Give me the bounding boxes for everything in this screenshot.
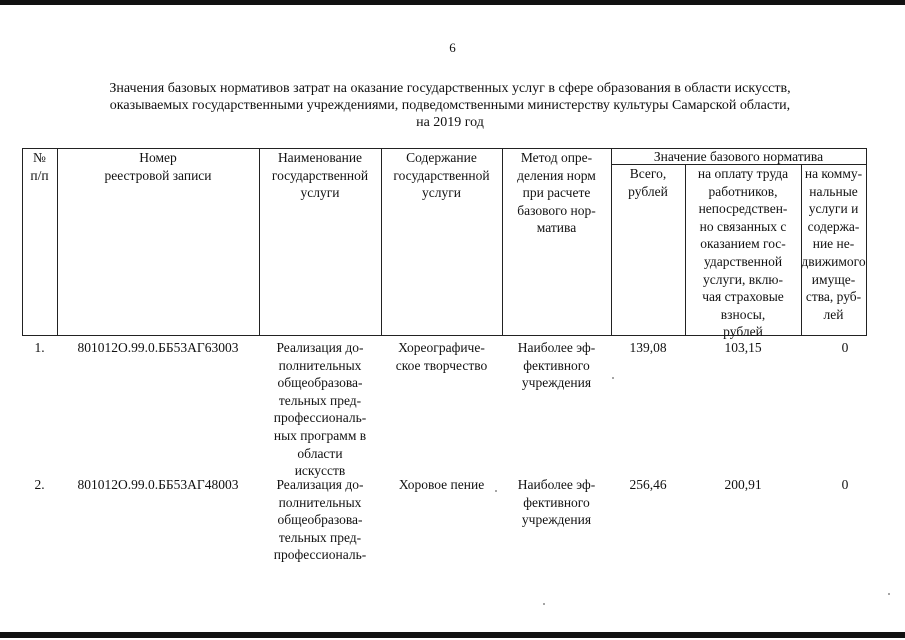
cell-text: Наиболее эф- xyxy=(517,340,596,355)
header-text: Всего, xyxy=(629,166,667,181)
header-text: содержа- xyxy=(807,218,860,234)
cell-text: Хоровое пение xyxy=(398,477,485,492)
header-text: услуги и xyxy=(808,201,859,217)
cell-text: профессиональ- xyxy=(273,410,367,426)
header-text: № xyxy=(33,150,46,165)
scan-speck xyxy=(543,603,545,605)
cell-text: тельных пред- xyxy=(278,529,362,545)
header-text: взносы, xyxy=(720,306,766,322)
header-num xyxy=(22,149,57,184)
row-2-service-name xyxy=(259,476,381,564)
header-text: государственной xyxy=(393,167,490,183)
header-registry xyxy=(57,149,259,184)
header-text: матива xyxy=(536,220,577,236)
row-2-utilities: 0 xyxy=(841,477,849,492)
cell-text: Наиболее эф- xyxy=(517,477,596,492)
header-text: ние не- xyxy=(812,236,855,252)
header-text: Содержание xyxy=(406,150,477,165)
header-text: Значение базового норматива xyxy=(653,149,824,164)
cell-text: фективного xyxy=(523,357,590,373)
row-2-total: 256,46 xyxy=(629,477,667,492)
header-text: Номер xyxy=(139,150,177,165)
row-2-labor: 200,91 xyxy=(724,477,762,492)
header-text: движимого xyxy=(801,253,866,269)
row-2-method xyxy=(502,476,611,529)
row-1-registry: 801012О.99.0.ББ53АГ63003 xyxy=(77,340,239,355)
cell-text: полнительных xyxy=(278,494,362,510)
header-text: рублей xyxy=(723,324,763,340)
header-text: услуги xyxy=(422,185,461,201)
header-text: работников, xyxy=(708,183,778,199)
cell-text: тельных пред- xyxy=(278,392,362,408)
col-line xyxy=(866,148,867,336)
row-1-labor: 103,15 xyxy=(724,340,762,355)
row-2-registry: 801012О.99.0.ББ53АГ48003 xyxy=(77,477,239,492)
cell-text: фективного xyxy=(523,494,590,510)
title-line: на 2019 год xyxy=(416,115,484,130)
header-text: государственной xyxy=(271,167,369,183)
header-text: лей xyxy=(823,306,844,322)
header-text: на оплату труда xyxy=(697,166,789,181)
cell-text: общеобразова- xyxy=(277,375,363,391)
title-line: Значения базовых нормативов затрат на оказание государственных услуг в сфере образования в области искусств, xyxy=(109,81,791,96)
row-1-utilities: 0 xyxy=(841,340,849,355)
scan-speck xyxy=(612,377,614,379)
cell-text: ных программ в xyxy=(273,427,367,443)
row-2-num: 2. xyxy=(34,477,45,492)
header-text: при расчете xyxy=(522,185,591,201)
header-total xyxy=(611,165,685,200)
header-text: Метод опре- xyxy=(520,150,593,165)
header-text: услуги, вклю- xyxy=(703,271,783,287)
header-text: базового нор- xyxy=(517,202,596,218)
cell-text: области xyxy=(297,445,343,461)
bottom-border-rule xyxy=(0,632,905,638)
cell-text: Хореографиче- xyxy=(398,340,485,355)
cell-text: ское творчество xyxy=(395,357,488,373)
header-text: п/п xyxy=(30,167,49,183)
header-service-name xyxy=(259,149,381,202)
header-text: чая страховые xyxy=(702,289,784,305)
header-text: нальные xyxy=(809,183,858,199)
cell-text: профессиональ- xyxy=(273,547,367,563)
header-text: деления норм xyxy=(517,167,596,183)
header-text: имуще- xyxy=(811,271,856,287)
header-labor xyxy=(685,165,801,341)
cell-text: Реализация до- xyxy=(276,340,364,355)
header-method xyxy=(502,149,611,237)
row-1-service-name xyxy=(259,339,381,480)
row-1-method xyxy=(502,339,611,392)
header-text: на комму- xyxy=(804,166,863,181)
cell-text: Реализация до- xyxy=(276,477,364,492)
cell-text: полнительных xyxy=(278,357,362,373)
header-text: но связанных с xyxy=(699,218,787,234)
row-1-content xyxy=(381,339,502,374)
row-1-total: 139,08 xyxy=(629,340,667,355)
row-1-num: 1. xyxy=(34,340,45,355)
cell-text: учреждения xyxy=(521,375,592,391)
header-text: ударственной xyxy=(703,253,783,269)
cell-text: учреждения xyxy=(521,512,592,528)
header-text: оказанием гос- xyxy=(700,236,786,252)
cell-text: общеобразова- xyxy=(277,512,363,528)
cell-text: искусств xyxy=(294,463,346,479)
header-content xyxy=(381,149,502,202)
title-line: оказываемых государственными учреждениями, подведомственными министерству культуры Самарской области, xyxy=(109,98,791,113)
row-2-content xyxy=(381,476,502,494)
header-utilities xyxy=(801,165,866,323)
header-group xyxy=(611,148,866,166)
header-text: рублей xyxy=(628,183,668,199)
scan-speck xyxy=(495,490,497,492)
header-text: непосредствен- xyxy=(698,201,788,217)
header-text: Наименование xyxy=(277,150,363,165)
page-number: 6 xyxy=(449,40,456,55)
header-text: ства, руб- xyxy=(805,289,862,305)
scan-speck xyxy=(888,593,890,595)
header-text: реестровой записи xyxy=(104,167,212,183)
header-text: услуги xyxy=(300,185,340,201)
